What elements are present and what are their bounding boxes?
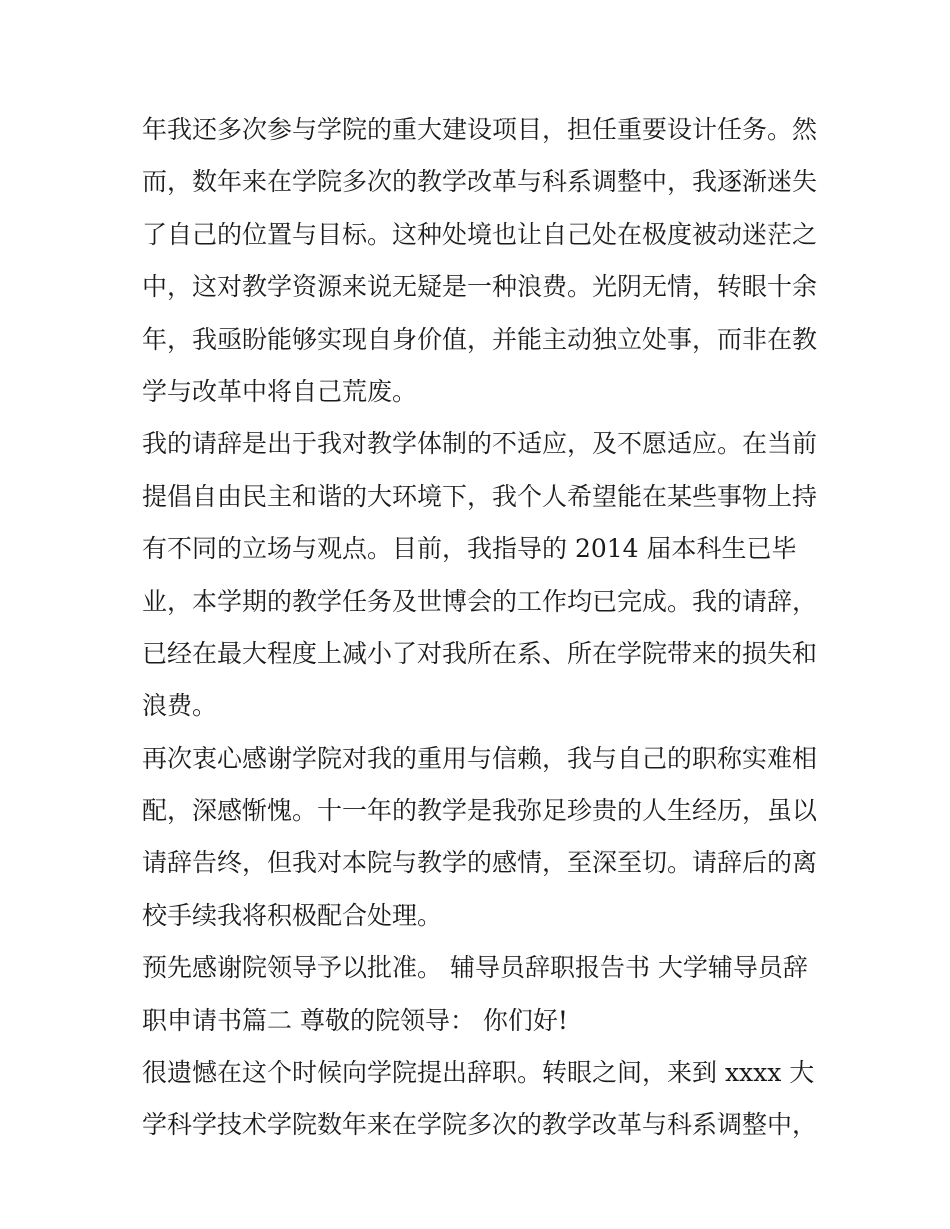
text-line: 年我还多次参与学院的重大建设项目，担任重要设计任务。然 [142, 115, 818, 144]
text-line: 配，深感惭愧。十一年的教学是我弥足珍贵的人生经历，虽以 [142, 796, 818, 826]
document-body [142, 104, 818, 1152]
text-line: 中，这对教学资源来说无疑是一种浪费。光阴无情，转眼十余 [142, 272, 818, 302]
text-line: 很遗憾在这个时候向学院提出辞职。转眼之间，来到 xxxx 大 [142, 1058, 815, 1088]
text-line: 职申请书篇二 尊敬的院领导： 你们好! [142, 1005, 568, 1035]
text-line: 请辞告终，但我对本院与教学的感情，至深至切。请辞后的离 [142, 848, 818, 878]
text-line: 了自己的位置与目标。这种处境也让自己处在极度被动迷茫之 [142, 219, 818, 249]
text-line: 学与改革中将自己荒废。 [142, 376, 418, 406]
text-line: 校手续我将积极配合处理。 [142, 900, 443, 930]
text-line: 提倡自由民主和谐的大环境下，我个人希望能在某些事物上持 [142, 481, 818, 511]
text-line: 年，我亟盼能够实现自身价值，并能主动独立处事，而非在教 [142, 324, 818, 354]
text-line: 有不同的立场与观点。目前，我指导的 2014 届本科生已毕 [142, 534, 797, 564]
text-line: 已经在最大程度上减小了对我所在系、所在学院带来的损失和 [142, 638, 818, 668]
text-line: 而，数年来在学院多次的教学改革与科系调整中，我逐渐迷失 [142, 167, 818, 197]
text-line: 我的请辞是出于我对教学体制的不适应，及不愿适应。在当前 [142, 429, 818, 459]
text-line: 业，本学期的教学任务及世博会的工作均已完成。我的请辞， [142, 586, 818, 616]
text-line: 再次衷心感谢学院对我的重用与信赖，我与自己的职称实难相 [142, 743, 818, 773]
text-line: 浪费。 [142, 691, 218, 721]
text-line: 学科学技术学院数年来在学院多次的教学改革与科系调整中， [142, 1110, 818, 1140]
text-line: 预先感谢院领导予以批准。 辅导员辞职报告书 大学辅导员辞 [142, 953, 808, 983]
